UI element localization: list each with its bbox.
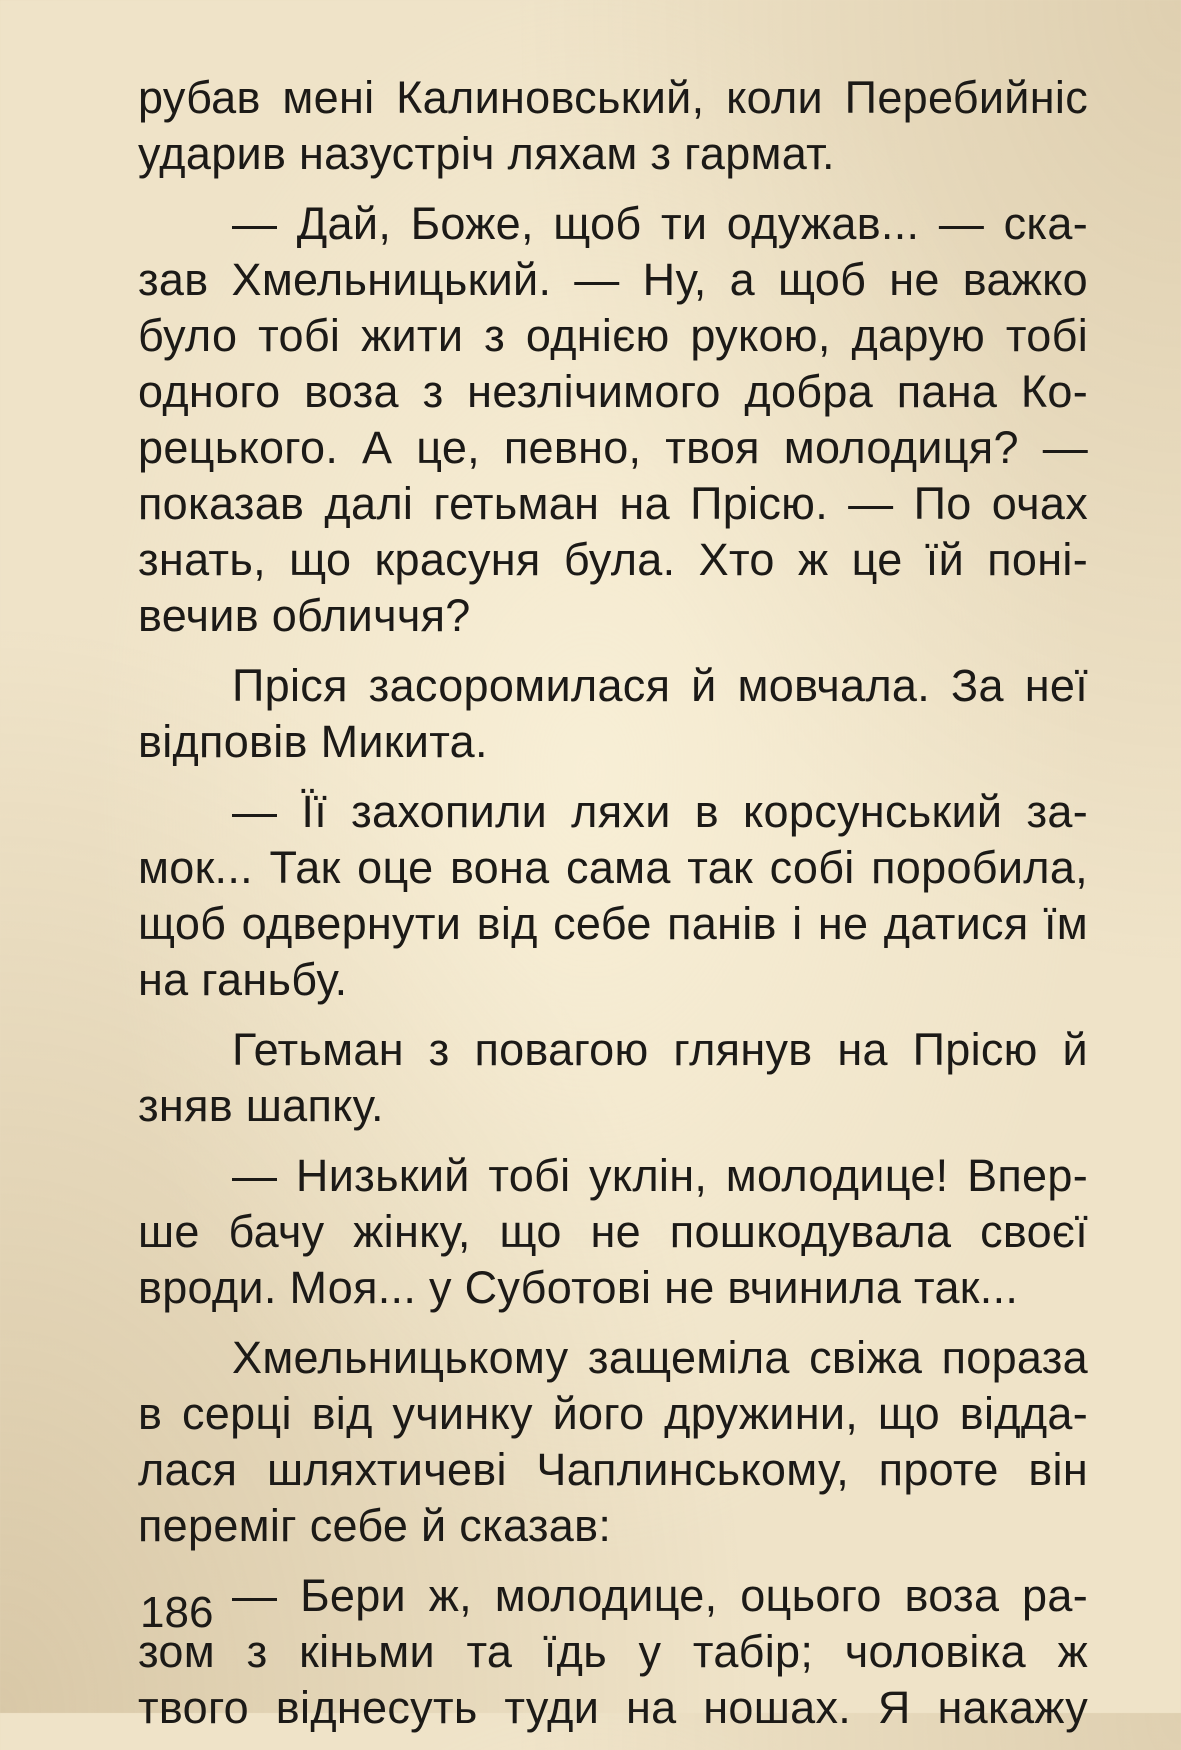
text-line: щоб одвернути від себе панів і не датися їм xyxy=(138,898,1088,949)
paragraph xyxy=(138,784,1088,1008)
text-line: — Низький тобі уклін, молодице! Впер- xyxy=(232,1150,1088,1201)
text-line: Гетьман з повагою глянув на Прісю й xyxy=(232,1024,1088,1075)
text-line: зом з кіньми та їдь у табір; чоловіка ж xyxy=(138,1626,1088,1677)
text-line: — Її захопили ляхи в корсунський за- xyxy=(232,786,1088,837)
text-line: переміг себе й сказав: xyxy=(138,1500,612,1551)
paragraph xyxy=(138,70,1088,182)
book-page-text xyxy=(138,70,1088,1750)
text-line: Хмельницькому защеміла свіжа пораза xyxy=(232,1332,1088,1383)
text-line: рубав мені Калиновський, коли Перебийніс xyxy=(138,72,1088,123)
text-line: показав далі гетьман на Прісю. — По очах xyxy=(138,478,1088,529)
text-line: на ганьбу. xyxy=(138,954,348,1005)
text-line: зняв шапку. xyxy=(138,1080,384,1131)
text-line: було тобі жити з однією рукою, дарую тобі xyxy=(138,310,1088,361)
text-line: твого віднесуть туди на ношах. Я накажу xyxy=(138,1682,1088,1733)
text-line: зав Хмельницький. — Ну, а щоб не важко xyxy=(138,254,1088,305)
text-line: — Дай, Боже, щоб ти одужав... — ска- xyxy=(232,198,1088,249)
text-line: знать, що красуня була. Хто ж це їй поні- xyxy=(138,534,1088,585)
text-line: одного воза з незлічимого добра пана Ко- xyxy=(138,366,1088,417)
paragraph xyxy=(138,1148,1088,1316)
paragraph xyxy=(138,1330,1088,1554)
paragraph xyxy=(138,1568,1088,1736)
text-line: вечив обличчя? xyxy=(138,590,471,641)
text-line: лася шляхтичеві Чаплинському, проте він xyxy=(138,1444,1088,1495)
text-line: мок... Так оце вона сама так собі поробила, xyxy=(138,842,1088,893)
paragraph xyxy=(138,196,1088,644)
paragraph xyxy=(138,1022,1088,1134)
page-number: 186 xyxy=(140,1588,214,1637)
text-line: рецького. А це, певно, твоя молодиця? — xyxy=(138,422,1088,473)
text-line: відповів Микита. xyxy=(138,716,488,767)
text-line: в серці від учинку його дружини, що відда- xyxy=(138,1388,1088,1439)
text-line: Пріся засоромилася й мовчала. За неї xyxy=(232,660,1088,711)
text-line: ше бачу жінку, що не пошкодувала своєї xyxy=(138,1206,1088,1257)
paragraph xyxy=(138,658,1088,770)
text-line: ударив назустріч ляхам з гармат. xyxy=(138,128,835,179)
text-line: — Бери ж, молодице, оцього воза ра- xyxy=(232,1570,1088,1621)
text-line: вроди. Моя... у Суботові не вчинила так... xyxy=(138,1262,1019,1313)
